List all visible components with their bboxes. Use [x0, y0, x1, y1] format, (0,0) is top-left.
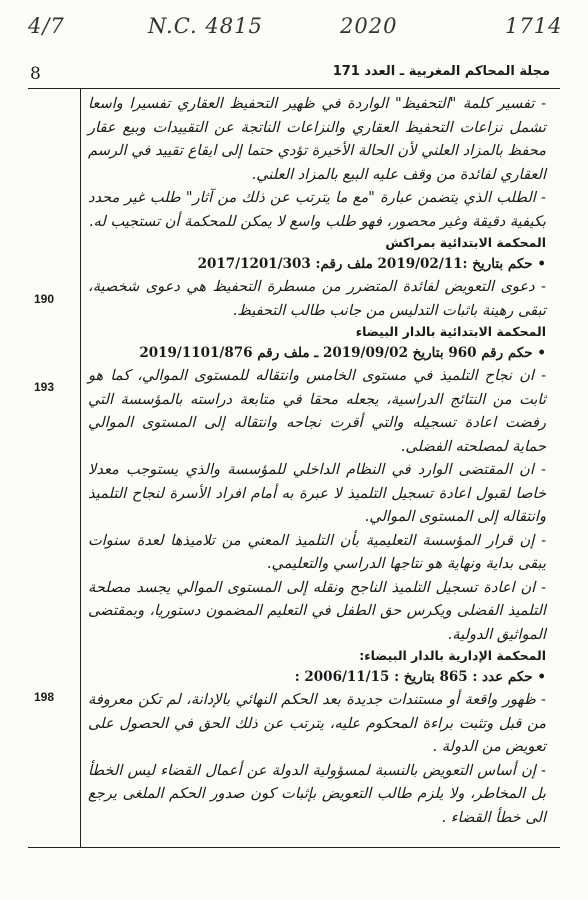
page-number: 8	[30, 64, 41, 84]
header-rule	[28, 88, 560, 89]
ruling-reference: • حكم بتاريخ :2019/02/11 ملف رقم: 2017/1201/303	[88, 253, 546, 275]
summary-paragraph: - إن قرار المؤسسة التعليمية بأن التلميذ المعني من تلاميذها لعدة سنوات يبقى بداية ونهاية هو نتاجها الدراسي والتعليمي.	[88, 529, 546, 576]
ruling-reference: • حكم رقم 960 بتاريخ 2019/09/02 ـ ملف رقم 2019/1101/876	[88, 342, 546, 364]
court-heading: المحكمة الابتدائية بمراكش	[385, 235, 546, 250]
summary-paragraph: - دعوى التعويض لفائدة المتضرر من مسطرة التحفيظ هي دعوى شخصية، تبقى رهينة باثبات التدليس من جانب طالب التحفيظ.	[88, 275, 546, 322]
handwritten-note-reference: N.C. 4815	[148, 14, 263, 38]
footer-rule	[28, 847, 560, 848]
summary-paragraph: - تفسير كلمة "التحفيظ" الواردة في ظهير التحفيظ العقاري تفسيرا واسعا تشمل نزاعات التحفيظ العقاري والنزاعات الناتجة عن التقييدات وبيع عقار محفظ بالمزاد العلني لأن الحالة الأخيرة تؤدي حتما إلى ايقاع تقييد في الرسم العقاري لفائدة من وقف عليه البيع بالمزاد العلني.	[88, 92, 546, 186]
court-heading: المحكمة الابتدائية بالدار البيضاء	[355, 324, 546, 339]
handwritten-note-right: 1714	[505, 14, 563, 38]
margin-reference-190: 190	[34, 292, 55, 306]
journal-title: مجلة المحاكم المغربية ـ العدد 171	[332, 64, 550, 79]
handwritten-note-left: 4/7	[28, 14, 65, 38]
ruling-reference: • حكم عدد : 865 بتاريخ : 2006/11/15 :	[88, 666, 546, 688]
summary-paragraph: - ظهور واقعة أو مستندات جديدة بعد الحكم النهائي بالإدانة، لم تكن معروفة من قبل وتثبت براءة المحكوم عليه، يترتب عن ذلك الحق في الحصول على تعويض من الدولة .	[88, 688, 546, 759]
page-content	[88, 92, 546, 829]
margin-reference-193: 193	[34, 380, 55, 394]
handwritten-note-year: 2020	[340, 14, 398, 38]
summary-paragraph: - الطلب الذي يتضمن عبارة "مع ما يترتب عن ذلك من آثار" طلب غير محدد بكيفية دقيقة وغير محصور، فهو طلب واسع لا يمكن للمحكمة أن تستجيب له.	[88, 186, 546, 233]
court-heading: المحكمة الإدارية بالدار البيضاء:	[359, 648, 546, 663]
margin-reference-198: 198	[34, 690, 55, 704]
summary-paragraph: - إن أساس التعويض بالنسبة لمسؤولية الدولة عن أعمال القضاء ليس الخطأ بل المخاطر، ولا يلزم طالب التعويض بإثبات كون صدور الحكم الملغى يرجع الى خطأ القضاء .	[88, 759, 546, 830]
margin-column-rule	[80, 88, 81, 848]
summary-paragraph: - ان نجاح التلميذ في مستوى الخامس وانتقاله للمستوى الموالي، كما هو ثابت من النتائج الدراسية، يجعله محقا في متابعة دراسته بالمؤسسة التي رفضت اعادة تسجيله والتي أقرت نجاحه وانتقاله إلى المستوى الموالي حماية لمصلحته الفضلى.	[88, 364, 546, 458]
summary-paragraph: - ان اعادة تسجيل التلميذ الناجح ونقله إلى المستوى الموالي يجسد مصلحة التلميذ الفضلى ويكرس حق الطفل في التعليم المضمون دستوريا، وبمقتضى المواثيق الدولية.	[88, 576, 546, 647]
summary-paragraph: - ان المقتضى الوارد في النظام الداخلي للمؤسسة والذي يستوجب معدلا خاصا لقبول اعادة تسجيل التلميذ لا عبرة به أمام افراد الأسرة لنجاح التلميذ وانتقاله إلى المستوى الموالي.	[88, 458, 546, 529]
